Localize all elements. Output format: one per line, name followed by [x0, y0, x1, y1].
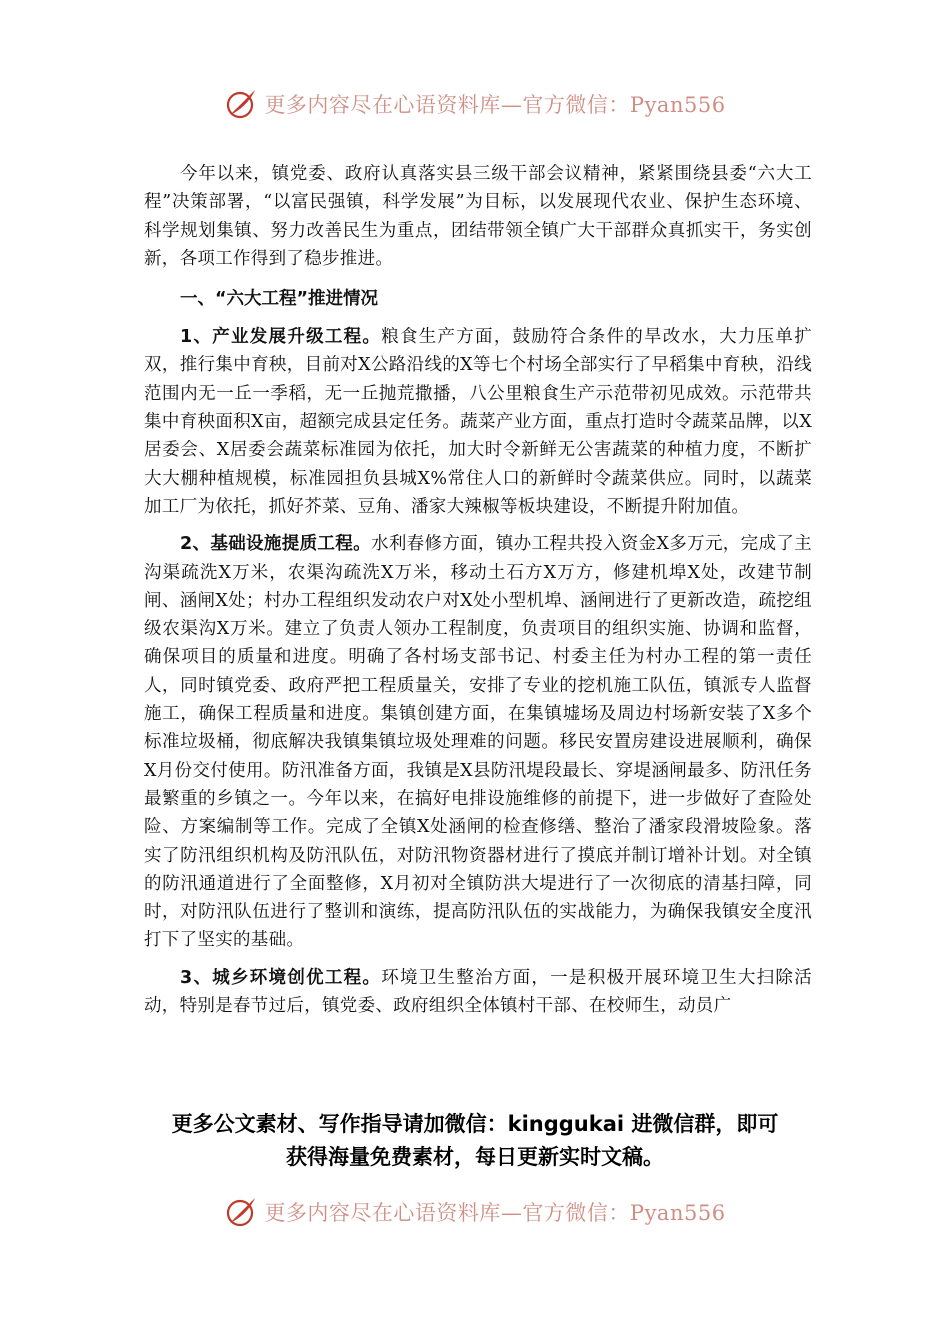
item-paragraph-3 — [144, 964, 812, 1021]
watermark-bottom — [0, 1192, 950, 1232]
quill-logo-icon — [224, 1195, 258, 1229]
quill-logo-icon — [224, 87, 258, 121]
item-paragraph-2 — [144, 530, 812, 954]
promo-line-1: 更多公文素材、写作指导请加微信：kinggukai 进微信群，即可 — [171, 1112, 779, 1136]
item-paragraph-1 — [144, 323, 812, 521]
promo-line-2: 获得海量免费素材，每日更新实时文稿。 — [286, 1145, 664, 1169]
document-body — [144, 160, 812, 1020]
promo-block — [0, 1108, 950, 1174]
intro-paragraph: 今年以来，镇党委、政府认真落实县三级干部会议精神，紧紧围绕县委“六大工程”决策部署，“以富民强镇，科学发展”为目标，以发展现代农业、保护生态环境、科学规划集镇、努力改善民生为重点，团结带领全镇广大干部群众真抓实干，务实创新，各项工作得到了稳步推进。 — [144, 164, 812, 269]
watermark-text: 更多内容尽在心语资料库—官方微信：Pyan556 — [264, 93, 726, 117]
item-text-1: 粮食生产方面，鼓励符合条件的旱改水，大力压单扩双，推行集中育秧，目前对X公路沿线的X等七个村场全部实行了早稻集中育秧，沿线范围内无一丘一季稻，无一丘抛荒撒播，八公里粮食生产示范带初见成效。示范带共集中育秧面积X亩，超额完成县定任务。蔬菜产业方面，重点打造时令蔬菜品牌，以X居委会、X居委会蔬菜标准园为依托，加大时令新鲜无公害蔬菜的种植力度，不断扩大大棚种植规模，标准园担负县城X%常住人口的新鲜时令蔬菜供应。同时，以蔬菜加工厂为依托，抓好芥菜、豆角、潘家大辣椒等板块建设，不断提升附加值。 — [144, 327, 812, 517]
item-text-2: 水利春修方面，镇办工程共投入资金X多万元，完成了主沟渠疏洗X万米，农渠沟疏洗X万米，移动土石方X万方，修建机埠X处，改建节制闸、涵闸X处；村办工程组织发动农户对X处小型机埠、涵闸进行了更新改造，疏挖组级农渠沟X万米。建立了负责人领办工程制度，负责项目的组织实施、协调和监督，确保项目的质量和进度。明确了各村场支部书记、村委主任为村办工程的第一责任人，同时镇党委、政府严把工程质量关，安排了专业的挖机施工队伍，镇派专人监督施工，确保工程质量和进度。集镇创建方面，在集镇墟场及周边村场新安装了X多个标准垃圾桶，彻底解决我镇集镇垃圾处理难的问题。移民安置房建设进展顺利，确保X月份交付使用。防汛准备方面，我镇是X县防汛堤段最长、穿堤涵闸最多、防汛任务最繁重的乡镇之一。今年以来，在搞好电排设施维修的前提下，进一步做好了查险处险、方案编制等工作。完成了全镇X处涵闸的检查修缮、整治了潘家段滑坡险象。落实了防汛组织机构及防汛队伍，对防汛物资器材进行了摸底并制订增补计划。对全镇的防汛通道进行了全面整修，X月初对全镇防洪大堤进行了一次彻底的清基扫障，同时，对防汛队伍进行了整训和演练，提高防汛队伍的实战能力，为确保我镇安全度汛打下了坚实的基础。 — [144, 534, 812, 951]
item-lead-1: 1、产业发展升级工程。 — [180, 327, 382, 348]
item-lead-3: 3、城乡环境创优工程。 — [180, 967, 382, 988]
watermark-text: 更多内容尽在心语资料库—官方微信：Pyan556 — [264, 1201, 726, 1225]
item-lead-2: 2、基础设施提质工程。 — [180, 534, 371, 555]
item-text-3: 环境卫生整治方面，一是积极开展环境卫生大扫除活动，特别是春节过后，镇党委、政府组织全体镇村干部、在校师生，动员广 — [144, 967, 812, 1017]
watermark-top — [0, 84, 950, 124]
section-heading: 一、“六大工程”推进情况 — [180, 289, 379, 310]
